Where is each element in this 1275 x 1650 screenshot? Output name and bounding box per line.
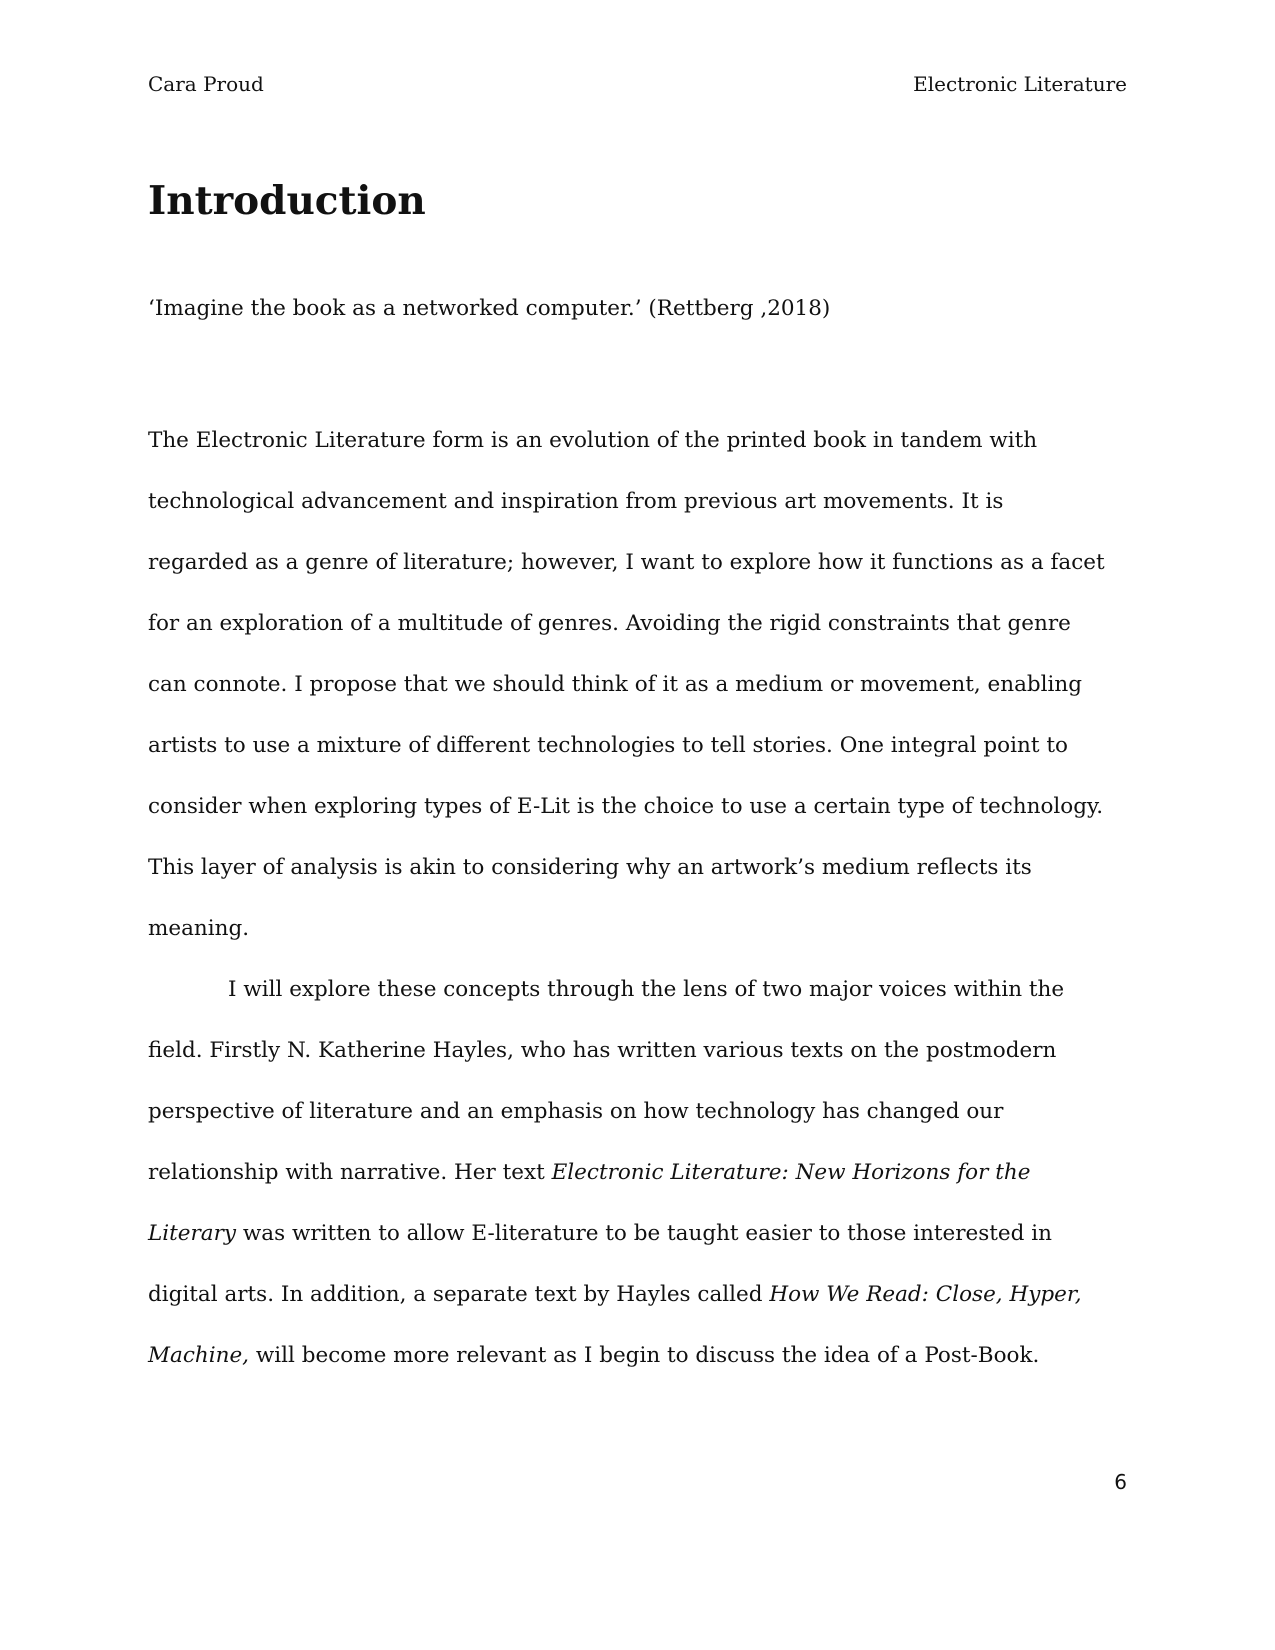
body-line: artists to use a mixture of different technologies to tell stories. One integral point to xyxy=(148,733,1068,758)
body-line: technological advancement and inspiration from previous art movements. It is xyxy=(148,489,1004,514)
book-title-italic: Literary xyxy=(148,1221,237,1246)
epigraph-quote: ‘Imagine the book as a networked computer.’ (Rettberg ,2018) xyxy=(148,296,831,321)
book-title-italic: How We Read: Close, Hyper, xyxy=(769,1282,1082,1307)
body-text xyxy=(148,410,1128,1386)
body-line xyxy=(148,1264,1128,1325)
book-title-italic: Machine, xyxy=(148,1343,250,1368)
body-line: for an exploration of a multitude of genres. Avoiding the rigid constraints that genre xyxy=(148,611,1071,636)
running-header xyxy=(148,72,1127,96)
header-course: Electronic Literature xyxy=(913,72,1127,96)
body-text-run: relationship with narrative. Her text xyxy=(148,1160,552,1185)
header-author: Cara Proud xyxy=(148,72,264,96)
body-line: meaning. xyxy=(148,916,250,941)
body-text-run: digital arts. In addition, a separate text by Hayles called xyxy=(148,1282,770,1307)
body-line: perspective of literature and an emphasis on how technology has changed our xyxy=(148,1099,1004,1124)
body-line: field. Firstly N. Katherine Hayles, who has written various texts on the postmodern xyxy=(148,1038,1057,1063)
body-text-run: will become more relevant as I begin to discuss the idea of a Post-Book. xyxy=(249,1343,1040,1368)
body-text-run: was written to allow E-literature to be taught easier to those interested in xyxy=(236,1221,1052,1246)
body-line: regarded as a genre of literature; however, I want to explore how it functions as a facet xyxy=(148,550,1105,575)
body-line xyxy=(148,1325,1128,1386)
section-title: Introduction xyxy=(148,178,426,224)
body-line xyxy=(148,1142,1128,1203)
body-line: This layer of analysis is akin to considering why an artwork’s medium reflects its xyxy=(148,855,1032,880)
book-title-italic: Electronic Literature: New Horizons for the xyxy=(551,1160,1031,1185)
body-line: The Electronic Literature form is an evolution of the printed book in tandem with xyxy=(148,428,1038,453)
body-line: consider when exploring types of E-Lit is the choice to use a certain type of technology. xyxy=(148,794,1104,819)
body-line xyxy=(148,1203,1128,1264)
body-line-indented: I will explore these concepts through the lens of two major voices within the xyxy=(228,977,1065,1002)
page-number: 6 xyxy=(1114,1470,1127,1494)
body-line: can connote. I propose that we should think of it as a medium or movement, enabling xyxy=(148,672,1083,697)
